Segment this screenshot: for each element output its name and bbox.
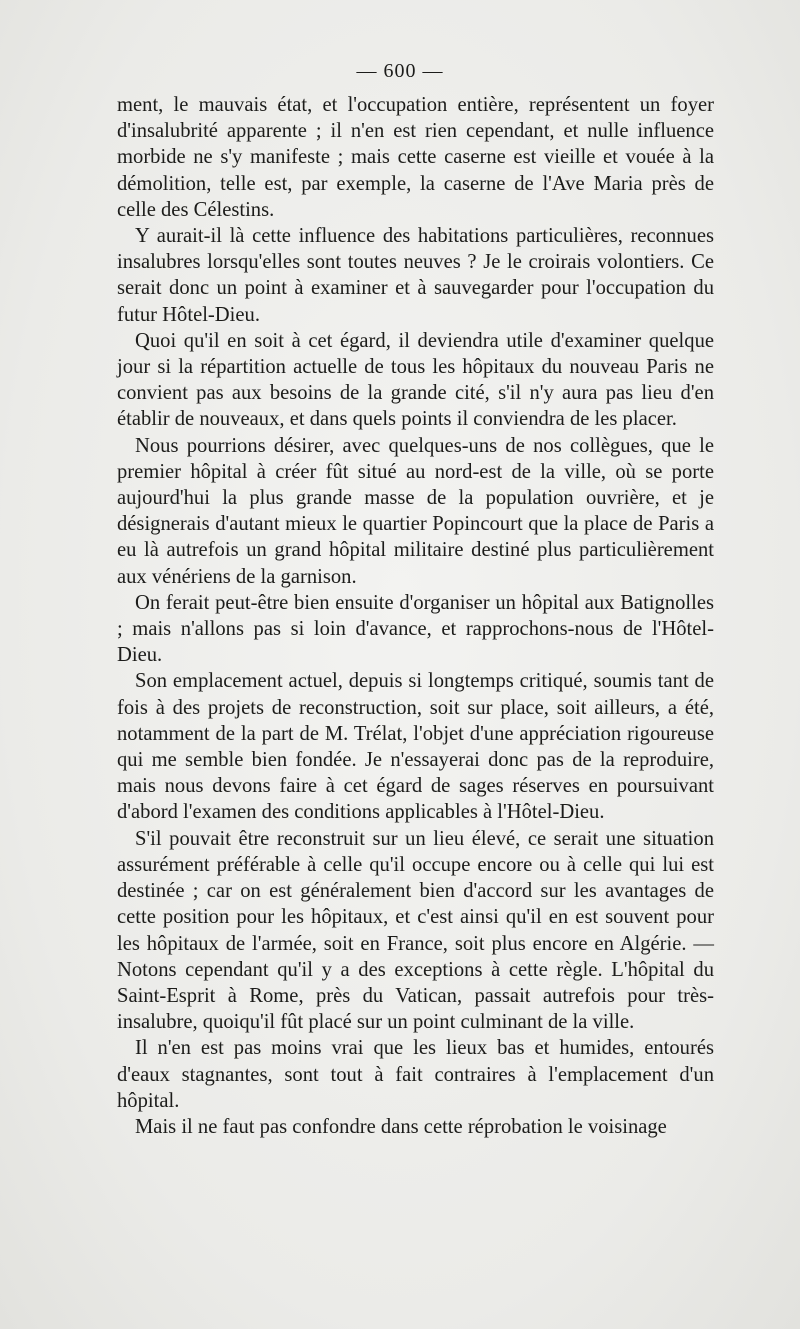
paragraph-1: ment, le mauvais état, et l'occupation entière, représentent un foyer d'insalubrité apparente ; il n'en est rien cependant, et nulle influence morbide ne s'y manifeste ; mais cette caserne est vieille et vouée à la démolition, telle est, par exemple, la caserne de l'Ave Maria près de celle des Célestins. xyxy=(117,94,714,221)
page-number: — 600 — xyxy=(356,60,444,82)
paragraph-7: S'il pouvait être reconstruit sur un lieu élevé, ce serait une situation assurément préférable à celle qu'il occupe encore ou à celle qui lui est destinée ; car on est généralement bien d'accord sur les avantages de cette position pour les hôpitaux, et c'est ainsi qu'il en est souvent pour les hôpitaux de l'armée, soit en France, soit plus encore en Algérie. — Notons cependant qu'il y a des exceptions à cette règle. L'hôpital du Saint-Esprit à Rome, près du Vatican, passait autrefois pour très-insalubre, quoiqu'il fût placé sur un point culminant de la ville. xyxy=(117,827,714,1034)
body-text xyxy=(117,92,714,1140)
paragraph-9: Mais il ne faut pas confondre dans cette réprobation le voisinage xyxy=(135,1115,667,1138)
paragraph-5: On ferait peut-être bien ensuite d'organiser un hôpital aux Batignolles ; mais n'allons pas si loin d'avance, et rapprochons-nous de l'Hôtel-Dieu. xyxy=(117,591,714,667)
paragraph-3: Quoi qu'il en soit à cet égard, il deviendra utile d'examiner quelque jour si la répartition actuelle de tous les hôpitaux du nouveau Paris ne convient pas aux besoins de la grande cité, s'il n'y aura pas lieu d'en établir de nouveaux, et dans quels points il conviendra de les placer. xyxy=(117,329,714,431)
paragraph-8: Il n'en est pas moins vrai que les lieux bas et humides, entourés d'eaux stagnantes, sont tout à fait contraires à l'emplacement d'un hôpital. xyxy=(117,1037,714,1112)
paragraph-6: Son emplacement actuel, depuis si longtemps critiqué, soumis tant de fois à des projets de reconstruction, soit sur place, soit ailleurs, a été, notamment de la part de M. Trélat, l'objet d'une appréciation rigoureuse qui me semble bien fondée. Je n'essayerai donc pas de la reproduire, mais nous devons faire à cet égard de sages réserves en poursuivant d'abord l'examen des conditions applicables à l'Hôtel-Dieu. xyxy=(117,670,714,824)
paragraph-2: Y aurait-il là cette influence des habitations particulières, reconnues insalubres lorsqu'elles sont toutes neuves ? Je le croirais volontiers. Ce serait donc un point à examiner et à sauvegarder pour l'occupation du futur Hôtel-Dieu. xyxy=(117,225,714,326)
paragraph-4: Nous pourrions désirer, avec quelques-uns de nos collègues, que le premier hôpital à créer fût situé au nord-est de la ville, où se porte aujourd'hui la plus grande masse de la population ouvrière, et je désignerais d'autant mieux le quartier Popincourt que la place de Paris a eu là autrefois un grand hôpital militaire destiné plus particulièrement aux vénériens de la garnison. xyxy=(117,434,714,588)
